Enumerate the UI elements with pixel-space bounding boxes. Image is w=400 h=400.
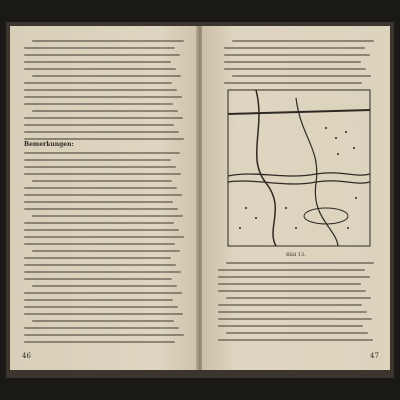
text-line	[24, 341, 175, 343]
terrain-sketch-figure	[226, 88, 372, 248]
figure-caption: Bild 13.	[286, 252, 306, 258]
text-line	[32, 250, 180, 252]
text-line	[218, 304, 362, 306]
right-page	[202, 26, 390, 370]
text-line	[24, 152, 180, 154]
text-line	[224, 82, 362, 84]
text-line	[24, 243, 175, 245]
text-line	[24, 103, 173, 105]
text-line	[24, 131, 179, 133]
text-line	[224, 54, 370, 56]
text-line	[32, 40, 184, 42]
text-line	[24, 334, 184, 336]
remarks-heading: Bemerkungen:	[24, 141, 74, 148]
text-line	[24, 271, 181, 273]
text-line	[226, 262, 374, 264]
text-line	[218, 318, 372, 320]
text-line	[218, 311, 367, 313]
text-line	[24, 96, 182, 98]
text-line	[218, 290, 366, 292]
text-line	[24, 68, 176, 70]
text-line	[24, 61, 171, 63]
right-page-number: 47	[370, 352, 379, 360]
text-line	[24, 299, 173, 301]
text-line	[32, 75, 181, 77]
text-line	[32, 320, 174, 322]
text-line	[32, 180, 172, 182]
text-line	[24, 222, 174, 224]
text-line	[24, 124, 174, 126]
text-line	[24, 82, 172, 84]
text-line	[32, 110, 178, 112]
text-line	[24, 47, 175, 49]
text-line	[24, 229, 179, 231]
text-line	[232, 40, 374, 42]
text-line	[32, 215, 183, 217]
text-line	[24, 194, 182, 196]
text-line	[224, 61, 361, 63]
text-line	[24, 54, 180, 56]
text-line	[218, 276, 370, 278]
text-line	[24, 257, 171, 259]
text-line	[24, 173, 181, 175]
left-page	[10, 26, 198, 370]
text-line	[226, 297, 371, 299]
text-line	[32, 285, 177, 287]
text-line	[218, 269, 365, 271]
text-line	[24, 138, 184, 140]
text-line	[24, 236, 184, 238]
text-line	[218, 283, 361, 285]
text-line	[24, 264, 176, 266]
text-line	[24, 89, 177, 91]
text-line	[24, 306, 178, 308]
text-line	[24, 117, 183, 119]
text-line	[24, 208, 178, 210]
text-line	[24, 187, 177, 189]
text-line	[218, 325, 363, 327]
text-line	[24, 313, 183, 315]
text-line	[24, 201, 173, 203]
text-line	[224, 47, 365, 49]
text-line	[24, 166, 176, 168]
text-line	[24, 292, 182, 294]
text-line	[224, 68, 366, 70]
text-line	[232, 75, 371, 77]
text-line	[218, 339, 373, 341]
text-line	[24, 327, 179, 329]
text-line	[226, 332, 368, 334]
left-page-number: 46	[22, 352, 31, 360]
text-line	[24, 159, 171, 161]
text-line	[24, 278, 172, 280]
